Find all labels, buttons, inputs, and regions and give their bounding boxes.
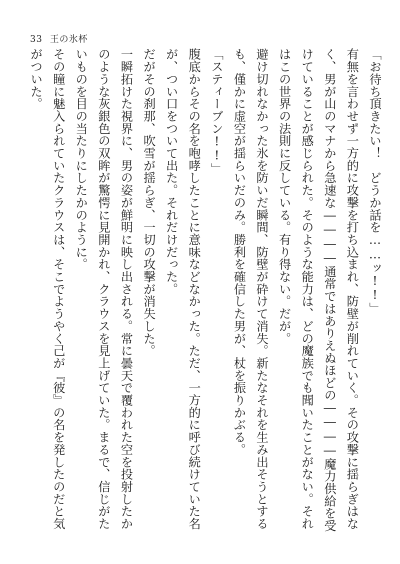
running-head [30, 32, 92, 45]
paragraph-1: 「お待ち頂きたい！ どうか話を……ッ!!」 [368, 48, 382, 315]
paragraph-6: だがその刹那、吹雪が揺らぎ、一切の攻撃が消失した。 [142, 48, 157, 357]
paragraph-3: 避け切れなかった氷を防いだ瞬間、防壁が砕けて消失。新たなそれを生み出そうとするも、僅かに虚空が揺らいだのみ。勝利を確信した男が、杖を振りかぶる。 [232, 48, 270, 530]
vertical-body-text [22, 48, 386, 540]
paragraph-2: 有無を言わせず一方的に攻撃を打ち込まれ、防壁が削れていく。その攻撃に揺らぎはなく、男が山のマナから急速な――――通常ではありえぬほどの――――魔力供給を受けていることが感じられた。そのような能力は、どの魔族でも聞いたことがない。それはこの世界の法則に反している。有り得ない。だが。 [277, 48, 360, 532]
paragraph-8: その瞳に魅入られていたクラウスは、そこでようやく己が『彼』の名を発したのだと気がついた。 [29, 48, 66, 530]
paragraph-5: 腹底からその名を咆哮したことに意味などなかった。ただ、一方的に呼び続けていた名が、つい口をついて出た。それだけだった。 [164, 48, 202, 530]
page-number: 33 [30, 35, 43, 45]
paragraph-7: 一瞬拓けた視界に、男の姿が鮮明に映し出される。常に曇天で覆われた空を投射したかのような灰銀色の双眸が驚愕に見開かれ、クラウスを見上げていた。まるで、信じがたいものを目の当たりにしたかのように。 [74, 48, 134, 530]
chapter-title: 王の氷杯 [49, 35, 88, 45]
paragraph-4: 「スティーブン!!」 [209, 48, 224, 176]
